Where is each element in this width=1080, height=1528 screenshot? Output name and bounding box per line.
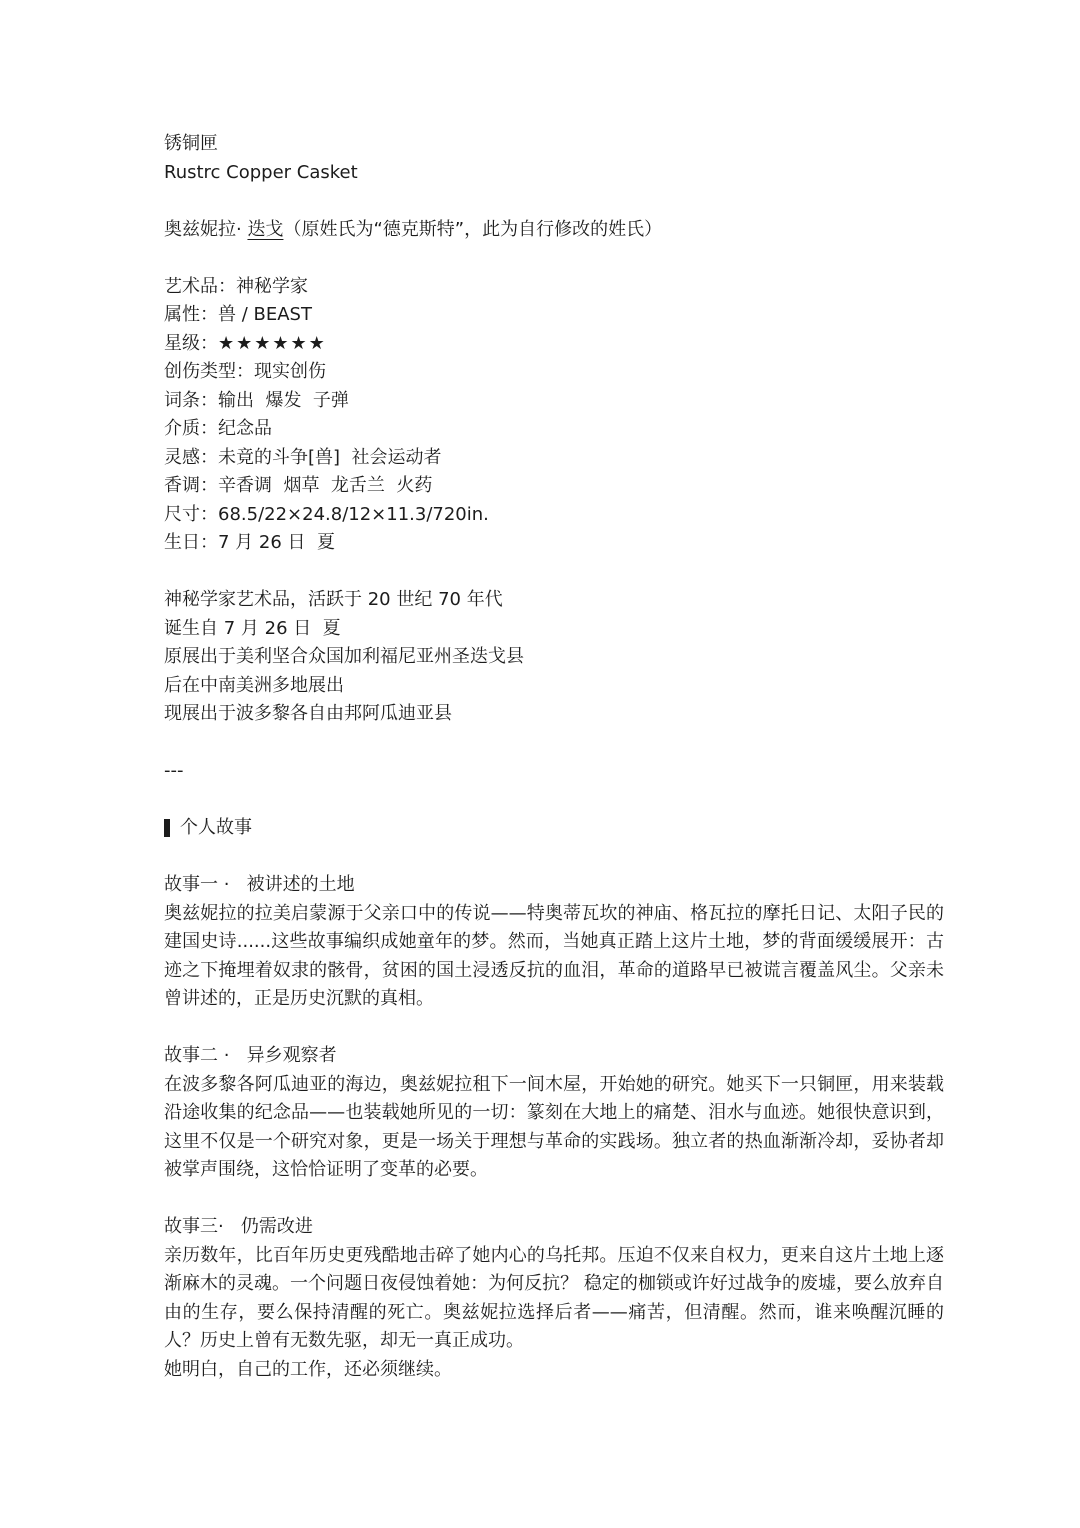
- intro-line: 现展出于波多黎各自由邦阿瓜迪亚县: [164, 703, 452, 724]
- attribute-value: 未竟的斗争[兽] 社会运动者: [218, 446, 442, 468]
- story-title: 故事三· 仍需改进: [164, 1216, 313, 1237]
- spacer: [164, 729, 944, 758]
- spacer: [164, 244, 944, 273]
- story-body: 奥兹妮拉的拉美启蒙源于父亲口中的传说——特奥蒂瓦坎的神庙、格瓦拉的摩托日记、太阳子民的建国史诗......这些故事编织成她童年的梦。然而，当她真正踏上这片土地，梦的背面缓缓展开：古迹之下掩埋着奴隶的骸骨，贫困的国土浸透反抗的血泪，革命的道路早已被谎言覆盖风尘。父亲未曾讲述的，正是历史沉默的真相。: [164, 902, 944, 1009]
- document-body: [164, 130, 944, 1384]
- attribute-row: [164, 444, 944, 473]
- attribute-label: 尺寸：: [164, 503, 218, 525]
- attribute-row: [164, 301, 944, 330]
- spacer: [164, 1185, 944, 1214]
- attribute-row: [164, 415, 944, 444]
- intro-block: [164, 586, 944, 729]
- attribute-value: 兽 / BEAST: [218, 304, 312, 325]
- attribute-label: 星级：: [164, 332, 218, 354]
- attribute-value: 纪念品: [218, 418, 272, 439]
- intro-line: 诞生自 7 月 26 日 夏: [164, 617, 341, 639]
- divider: ---: [164, 760, 184, 781]
- spacer: [164, 187, 944, 216]
- section-heading: [164, 814, 944, 843]
- story-2: [164, 1042, 944, 1185]
- attribute-label: 香调：: [164, 475, 218, 496]
- attribute-row: [164, 358, 944, 387]
- story-body: 在波多黎各阿瓜迪亚的海边，奥兹妮拉租下一间木屋，开始她的研究。她买下一只铜匣，用来装载沿途收集的纪念品——也装载她所见的一切：篆刻在大地上的痛楚、泪水与血迹。她很快意识到，这里不仅是一个研究对象，更是一场关于理想与革命的实践场。独立者的热血渐渐冷却，妥协者却被掌声围绕，这恰恰证明了变革的必要。: [164, 1073, 944, 1180]
- attribute-label: 生日：: [164, 532, 218, 553]
- star-rating: ★★★★★★: [218, 332, 327, 354]
- story-closing: 她明白，自己的工作，还必须继续。: [164, 1358, 452, 1380]
- name-prefix: 奥兹妮拉·: [164, 218, 248, 240]
- attribute-value: 68.5/22×24.8/12×11.3/720in.: [218, 503, 489, 525]
- attribute-row: [164, 529, 944, 558]
- section-title: 个人故事: [180, 817, 252, 838]
- title-cn: 锈铜匣: [164, 133, 218, 154]
- attribute-row: [164, 330, 944, 359]
- attribute-row: [164, 472, 944, 501]
- intro-line: 神秘学家艺术品，活跃于 20 世纪 70 年代: [164, 589, 503, 610]
- title-en: Rustrc Copper Casket: [164, 161, 358, 183]
- attribute-label: 艺术品：: [164, 275, 236, 297]
- attribute-label: 创伤类型：: [164, 361, 254, 382]
- story-3: [164, 1213, 944, 1384]
- attribute-value: 神秘学家: [236, 275, 308, 297]
- attribute-row: [164, 387, 944, 416]
- story-body: 亲历数年，比百年历史更残酷地击碎了她内心的乌托邦。压迫不仅来自权力，更来自这片土地上逐渐麻木的灵魂。一个问题日夜侵蚀着她：为何反抗？ 稳定的枷锁或许好过战争的废墟，要么放弃自由的生存，要么保持清醒的死亡。奥兹妮拉选择后者——痛苦，但清醒。然而，谁来唤醒沉睡的人？历史上曾有无数先驱，却无一真正成功。: [164, 1244, 944, 1351]
- spacer: [164, 1014, 944, 1043]
- attribute-value: 辛香调 烟草 龙舌兰 火药: [218, 475, 433, 496]
- surname-note: （原姓氏为“德克斯特”，此为自行修改的姓氏）: [283, 218, 663, 240]
- intro-line: 原展出于美利坚合众国加利福尼亚州圣迭戈县: [164, 646, 524, 667]
- story-title: 故事一 · 被讲述的土地: [164, 874, 355, 895]
- attribute-list: [164, 273, 944, 558]
- story-1: [164, 871, 944, 1014]
- spacer: [164, 558, 944, 587]
- surname-link[interactable]: 迭戈: [247, 218, 284, 240]
- attribute-label: 词条：: [164, 389, 218, 411]
- attribute-label: 灵感：: [164, 446, 218, 468]
- attribute-value: 输出 爆发 子弹: [218, 389, 349, 411]
- attribute-row: [164, 501, 944, 530]
- attribute-label: 介质：: [164, 418, 218, 439]
- attribute-value: 现实创伤: [254, 361, 326, 382]
- intro-line: 后在中南美洲多地展出: [164, 674, 344, 696]
- attribute-label: 属性：: [164, 304, 218, 325]
- spacer: [164, 843, 944, 872]
- character-name-line: [164, 216, 944, 245]
- bar-marker-icon: [164, 819, 170, 837]
- attribute-value: 7 月 26 日 夏: [218, 532, 335, 553]
- story-title: 故事二 · 异乡观察者: [164, 1045, 337, 1066]
- attribute-row: [164, 273, 944, 302]
- spacer: [164, 786, 944, 815]
